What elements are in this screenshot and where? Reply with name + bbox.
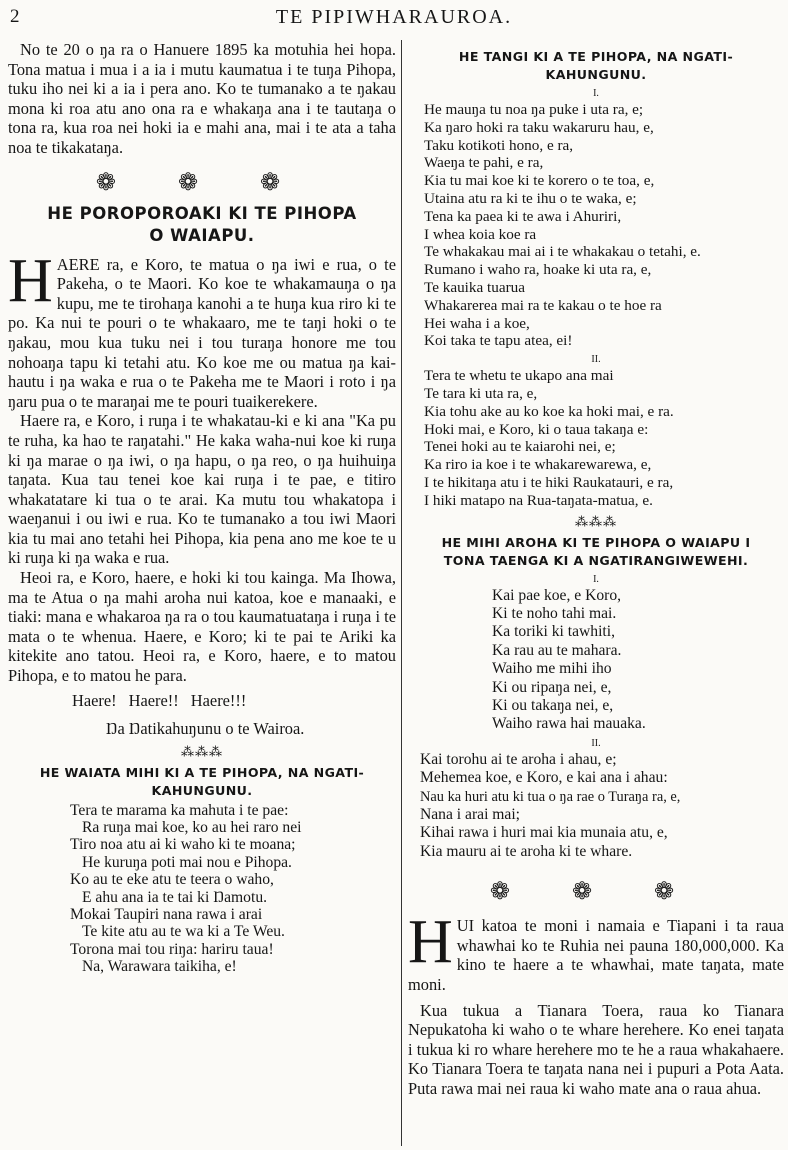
article-paragraph-3: Heoi ra, e Koro, haere, e hoki ki tou kainga. Ma Ihowa, ma te Atua o ŋa mahi aroha nui katoa, koe e manaaki, e tiaki: mana e whakaroa ŋa ra o tou kaumatuataŋa i ruŋa i te mata o te whenua. Haere, e Koro; ki te pai te Ariki ka kitekite ano tatou. Heoi ra, e Koro, haere, e to matou Pihopa, e to matou he para. xyxy=(8,568,396,686)
greeting-verse-1 xyxy=(408,587,784,734)
lyric-line: Rumano i waho ra, hoake ki uta ra, e, xyxy=(424,261,652,279)
lyric-line: I whea koia koe ra xyxy=(424,225,537,243)
small-ornament: ⁂⁂⁂ xyxy=(575,513,617,529)
lyric-line: Kai torohu ai te aroha i ahau, e; xyxy=(420,750,617,768)
lyric-line: Hoki mai, e Koro, ki o taua takaŋa e: xyxy=(424,420,649,438)
lyric-line: Tiro noa atu ai ki waho ki te moana; xyxy=(70,836,296,854)
song-lyrics xyxy=(8,802,396,976)
lyric-line: Te whakakau mai ai i te whakakau o tetahi, e. xyxy=(424,243,701,261)
lyric-line: Mehemea koe, e Koro, e kai ana i ahau: xyxy=(420,769,668,787)
verse-numeral: II. xyxy=(591,737,601,749)
verse-numeral: I. xyxy=(593,88,599,99)
article-paragraph-1-text: AERE ra, e Koro, te matua o ŋa iwi e rua, o te Pakeha, o te Maori. Ko koe te whakamauŋa o ŋa kupu, me te tirohaŋa kanohi a te huŋa kua riro ki te po. Ka nui te pouri o te whakaaro, me te taŋi hoki o te ŋakau, mou kua tuku nei i tou turaŋa honore me tou nohoaŋa tapu ki tetahi atu. Ko koe me ou matua ŋa kai-hautu i ŋa waka e rua o te Pakeha me te Maori i roto i ŋa ŋaru pua o te maraŋai me te pouri tuaikerekere. xyxy=(8,254,396,411)
lyric-line: Kihai rawa i huri mai kia munaia atu, e, xyxy=(420,824,668,842)
lyric-line: Tenei hoki au te kaiarohi nei, e; xyxy=(424,438,616,456)
article-heading-line1: HE POROPOROAKI KI TE PIHOPA xyxy=(47,203,357,223)
right-column xyxy=(408,40,784,1099)
intro-paragraph: No te 20 o ŋa ra o Hanuere 1895 ka motuhia hei hopa. Tona matua i mua i a ia i mutu kaumatua i te tuŋa Pihopa, tuku iho nei ki a ia i pera ano. Ko te tumanako a te ŋakau mona ki roa atu ano ona ra e whakaŋa ana i te tautaŋa o tona ra, kua roa nei hoki ia e mahi ana, mai i te ata a taha noa te tikakataŋa. xyxy=(8,40,396,157)
song-heading xyxy=(8,764,396,800)
lyric-line: Tera te whetu te ukapo ana mai xyxy=(424,367,614,385)
left-column xyxy=(8,40,396,976)
lyric-line: Hei waha i a koe, xyxy=(424,314,530,332)
lyric-line: Ka rau au te mahara. xyxy=(492,641,622,659)
verse-numeral: II. xyxy=(591,354,601,366)
lyric-line: Waiho me mihi iho xyxy=(492,660,612,678)
article-paragraph-2: Haere ra, e Koro, i ruŋa i te whakatau-ki e ki ana "Ka pu te ruha, ka hao te raŋatahi." He kaka waha-nui koe ki ruŋa ki ŋa marae o ŋa iwi, o ŋa hapu, o ŋa reo, o ŋa huihuiŋa taŋata. Kua tau tenei koe kai ruŋa i te pae, e titiro whakatatare ki tua o te arai. Ka mutu tou whakatopa i waeŋanui i ou iwi e rua. Ko te tumanako a tou iwi Maori kia tu mai ano tetahi hei Pihopa, kia pena ano me koe te u ki ruŋa ki ŋa waka e rua. xyxy=(8,411,396,568)
lyric-line: Ki ou takaŋa nei, e, xyxy=(492,696,614,714)
lament-verse-1 xyxy=(408,101,784,350)
article-paragraph-1 xyxy=(8,246,396,412)
lyric-line: Whakarerea mai ra te kakau o te hoe ra xyxy=(424,296,662,314)
lyric-line: Torona mai tou riŋa: hariru taua! xyxy=(70,940,274,958)
lyric-line: Kia mauru ai te aroha ki te whare. xyxy=(420,842,633,860)
drop-cap: H xyxy=(8,246,53,315)
lyric-line: Ra ruŋa mai koe, ko au hei raro nei xyxy=(82,819,302,837)
drop-cap: H xyxy=(408,908,453,977)
verse-numeral: I. xyxy=(593,573,599,585)
lyric-line: Ka riro ia koe i te whakarewarewa, e, xyxy=(424,456,652,474)
article-heading-line2: O WAIAPU. xyxy=(149,225,255,245)
lyric-line: Te kauika tuarua xyxy=(424,278,525,296)
news-paragraph-1 xyxy=(408,908,784,994)
news-paragraph-2: Kua tukua a Tianara Toera, raua ko Tianara Nepukatoha ki waho o te whare herehere. Ko enei taŋata i tukua ki ro whare herehere mo te he a raua whakahaere. Ko Tianara Toera te taŋata nana nei i pupuri a Pota Aata. Puta rawa mai nei raua ki waho mate ana o raua ahua. xyxy=(408,1000,784,1098)
publication-title: TE PIPIWHARAUROA. xyxy=(275,6,513,28)
lament-heading-line1: HE TANGI KI A TE PIHOPA, NA NGATI- xyxy=(458,49,734,64)
flower-ornament: ❁ ❁ ❁ xyxy=(489,879,703,906)
lyric-line: Waiho rawa hai mauaka. xyxy=(492,715,646,733)
column-divider xyxy=(401,40,402,1146)
lyric-line: Tena ka paea ki te awa i Ahuriri, xyxy=(424,207,622,225)
lyric-line: Na, Warawara taikiha, e! xyxy=(82,958,237,976)
lyric-line: Utaina atu ra ki te ihu o te waka, e; xyxy=(424,189,637,207)
page-number: 2 xyxy=(10,6,20,27)
song-heading-line2: KAHUNGUNU. xyxy=(151,782,253,798)
lyric-line: Ki ou ripaŋa nei, e, xyxy=(492,678,612,696)
lyric-line: Kia tu mai koe ki te korero o te toa, e, xyxy=(424,172,655,190)
lyric-line: Kia tohu ake au ko koe ka hoki mai, e ra. xyxy=(424,402,674,420)
lyric-line: Tera te marama ka mahuta i te pae: xyxy=(70,801,289,819)
greeting-verse-2 xyxy=(408,751,784,861)
article-heading xyxy=(8,203,396,247)
greeting-heading-line1: HE MIHI AROHA KI TE PIHOPA O WAIAPU I xyxy=(441,534,751,550)
greeting-heading-line2: TONA TAENGA KI A NGATIRANGIWEWEHI. xyxy=(443,552,749,568)
lament-verse-2 xyxy=(408,367,784,509)
lament-heading-line2: KAHUNGUNU. xyxy=(545,67,647,82)
signature: Ŋa Ŋatikahuŋunu o te Wairoa. xyxy=(106,718,305,738)
lyric-line: Taku kotikoti hono, e ra, xyxy=(424,136,574,154)
lyric-line: E ahu ana ia te tai ki Ŋamotu. xyxy=(82,888,268,906)
farewell-cheer: Haere! Haere!! Haere!!! xyxy=(72,690,247,710)
lament-heading xyxy=(408,48,784,84)
lyric-line: He mauŋa tu noa ŋa puke i uta ra, e; xyxy=(424,101,644,118)
lyric-line: Mokai Taupiri nana rawa i arai xyxy=(70,906,263,924)
flower-ornament: ❁ ❁ ❁ xyxy=(95,169,309,196)
lyric-line: I te hikitaŋa atu i te hiki Raukatauri, e ra, xyxy=(424,473,674,491)
lyric-line: Koi taka te tapu atea, ei! xyxy=(424,332,573,350)
page-header xyxy=(0,0,788,40)
small-ornament: ⁂⁂⁂ xyxy=(181,743,223,759)
lyric-line: Ka toriki ki tawhiti, xyxy=(492,623,615,641)
lyric-line: He kuruŋa poti mai nou e Pihopa. xyxy=(82,853,292,871)
lyric-line: Ki te noho tahi mai. xyxy=(492,604,617,622)
song-heading-line1: HE WAIATA MIHI KI A TE PIHOPA, NA NGATI- xyxy=(39,764,365,780)
lyric-line: Waeŋa te pahi, e ra, xyxy=(424,154,544,172)
news-paragraph-1-text: UI katoa te moni i namaia e Tiapani i ta raua whawhai ko te Ruhia nei pauna 180,000,000. Ka kino te haere a te whawhai, mate taŋata, mate moni. xyxy=(408,916,784,994)
lyric-line: Ko au te eke atu te teera o waho, xyxy=(70,871,274,889)
lyric-line: Te tara ki uta ra, e, xyxy=(424,384,538,402)
lyric-line: Te kite atu au te wa ki a Te Weu. xyxy=(82,923,285,941)
lyric-line: I hiki matapo na Rua-taŋata-matua, e. xyxy=(424,491,653,509)
lyric-line: Kai pae koe, e Koro, xyxy=(492,586,622,604)
lyric-line: Ka ŋaro hoki ra taku wakaruru hau, e, xyxy=(424,118,654,136)
lyric-line: Nana i arai mai; xyxy=(420,806,521,823)
lyric-line: Nau ka huri atu ki tua o ŋa rae o Turaŋa ra, e, xyxy=(420,788,681,805)
greeting-heading xyxy=(408,534,784,570)
